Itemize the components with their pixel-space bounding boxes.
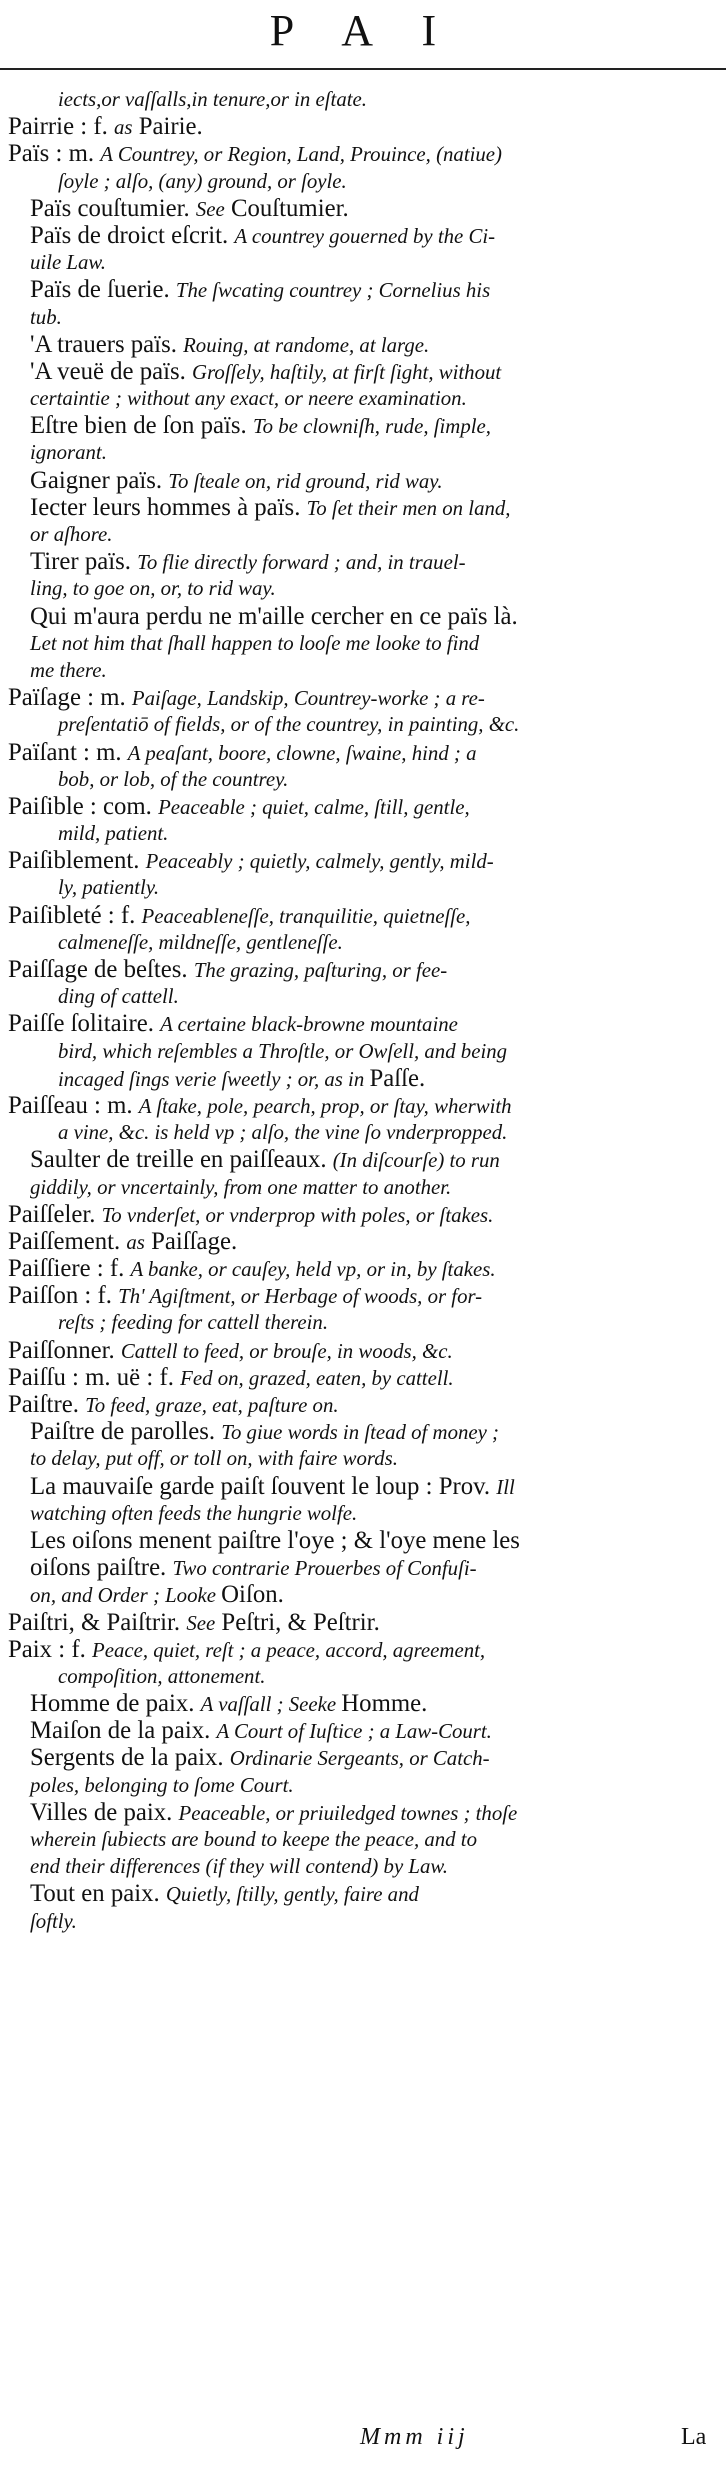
- italic-gloss: a vine, &c. is held vp ; alſo, the vine ſo vnderpropped.: [58, 1120, 508, 1145]
- italic-gloss: certaintie ; without any exact, or neere examination.: [30, 386, 467, 411]
- roman-text: Oiſon.: [221, 1581, 284, 1609]
- italic-gloss: Peaceableneſſe, tranquilitie, quietneſſe,: [141, 903, 471, 928]
- roman-text: Païſage : m.: [8, 684, 132, 712]
- roman-text: Maiſon de la paix.: [30, 1717, 217, 1745]
- italic-gloss: as: [126, 1229, 145, 1254]
- headword-line: [0, 1228, 706, 1255]
- roman-text: Iecter leurs hommes à païs.: [30, 493, 307, 521]
- roman-text: Paiſtri, & Paiſtrir.: [8, 1608, 187, 1636]
- headword-line: [0, 1092, 706, 1119]
- subentry-line: [0, 1826, 706, 1853]
- italic-gloss: Peaceably ; quietly, calmely, gently, mild-: [145, 849, 494, 874]
- italic-gloss: Th' Agiſtment, or Herbage of woods, or for-: [118, 1284, 483, 1309]
- italic-gloss: See: [195, 196, 225, 221]
- roman-text: 'A veuë de païs.: [30, 357, 193, 385]
- subentry-line: [0, 1799, 706, 1826]
- roman-text: Paiſſonner.: [8, 1336, 121, 1364]
- subentry-line: [0, 1174, 706, 1201]
- headword-line: [0, 140, 706, 167]
- continuation-line: [0, 820, 706, 847]
- roman-text: Paiſſe ſolitaire.: [8, 1010, 161, 1038]
- roman-text: Saulter de treille en paiſſeaux.: [30, 1146, 333, 1174]
- roman-text: Pairrie : f.: [8, 113, 115, 141]
- headword-line: [0, 1255, 706, 1282]
- roman-text: Païs de droict eſcrit.: [30, 221, 235, 249]
- roman-text: Villes de paix.: [30, 1798, 179, 1826]
- roman-text: Paiſtre.: [8, 1391, 86, 1418]
- headword-line: [0, 793, 706, 820]
- italic-gloss: watching often feeds the hungrie wolfe.: [30, 1500, 358, 1525]
- italic-gloss: The grazing, paſturing, or fee-: [193, 958, 448, 982]
- headword-line: [0, 1282, 706, 1309]
- italic-gloss: A certaine black-browne mountaine: [160, 1012, 458, 1037]
- italic-gloss: Quietly, ſtilly, gently, faire and: [165, 1882, 419, 1907]
- italic-gloss: poles, belonging to ſome Court.: [30, 1772, 294, 1797]
- subentry-line: [0, 358, 706, 385]
- italic-gloss: bob, or lob, of the countrey.: [58, 766, 289, 791]
- continuation-line: [0, 1309, 706, 1336]
- headword-line: [0, 847, 706, 874]
- italic-gloss: as: [114, 115, 133, 140]
- roman-text: Paiſtre de parolles.: [30, 1418, 222, 1446]
- headword-line: [0, 739, 706, 766]
- roman-text: Paiſſon : f.: [8, 1282, 119, 1310]
- italic-gloss: mild, patient.: [58, 821, 169, 846]
- roman-text: Sergents de la paix.: [30, 1744, 230, 1772]
- roman-text: Paiſſu : m. uë : f.: [8, 1363, 181, 1391]
- italic-gloss: reſts ; feeding for cattell therein.: [58, 1310, 329, 1335]
- running-head: P A I: [269, 6, 457, 55]
- italic-gloss: to delay, put off, or toll on, with faire words.: [30, 1446, 398, 1471]
- roman-text: Paſſe.: [369, 1064, 426, 1092]
- subentry-line: [0, 1772, 706, 1799]
- roman-text: Paiſſement.: [8, 1227, 127, 1255]
- italic-gloss: Peace, quiet, reſt ; a peace, accord, agreement,: [91, 1637, 486, 1662]
- headword-line: [0, 902, 706, 929]
- subentry-line: [0, 630, 706, 657]
- italic-gloss: compoſition, attonement.: [58, 1663, 266, 1688]
- italic-gloss: A Court of Iuſtice ; a Law-Court.: [216, 1719, 492, 1744]
- italic-gloss: A peaſant, boore, clowne, ſwaine, hind ; a: [127, 740, 477, 765]
- roman-text: Paiſſeler.: [8, 1200, 102, 1228]
- italic-gloss: To vnderſet, or vnderprop with poles, or ſtakes.: [101, 1202, 494, 1227]
- subentry-line: [0, 439, 706, 466]
- italic-gloss: Ill: [496, 1474, 515, 1499]
- subentry-line: [0, 521, 706, 548]
- italic-gloss: A countrey gouerned by the Ci-: [234, 223, 496, 248]
- continuation-line: [0, 1038, 706, 1065]
- subentry-line: [0, 1554, 706, 1581]
- signature-mark: Mmm iij: [360, 2424, 469, 2450]
- roman-text: La mauvaiſe garde paiſt ſouvent le loup : Prov.: [30, 1472, 497, 1500]
- roman-text: Peſtri, & Peſtrir.: [215, 1608, 380, 1636]
- roman-text: Paiſſiere : f.: [8, 1255, 131, 1283]
- headword-line: [0, 1337, 706, 1364]
- roman-text: Pairie.: [132, 113, 203, 141]
- roman-text: Paiſſage.: [144, 1227, 238, 1255]
- roman-text: Paiſible : com.: [8, 792, 159, 820]
- italic-gloss: A banke, or cauſey, held vp, or in, by ſtakes.: [130, 1257, 496, 1282]
- headword-line: [0, 1609, 706, 1636]
- italic-gloss: ſoyle ; alſo, (any) ground, or ſoyle.: [58, 168, 347, 193]
- roman-text: Couſtumier.: [224, 194, 349, 222]
- roman-text: 'A trauers païs.: [30, 330, 184, 358]
- italic-gloss: To be clowniſh, rude, ſimple,: [252, 414, 491, 439]
- italic-gloss: ſoftly.: [30, 1908, 77, 1933]
- roman-text: Tout en paix.: [30, 1880, 166, 1908]
- dictionary-entries: [0, 86, 706, 1935]
- subentry-line: [0, 1527, 706, 1554]
- roman-text: Tirer païs.: [30, 548, 138, 576]
- italic-gloss: Peaceable ; quiet, calme, ſtill, gentle,: [158, 794, 470, 819]
- italic-gloss: Let not him that ſhall happen to looſe me looke to find: [30, 630, 480, 655]
- subentry-line: [0, 494, 706, 521]
- italic-gloss: (In diſcourſe) to run: [332, 1148, 500, 1173]
- headword-line: [0, 684, 706, 711]
- subentry-line: [0, 331, 706, 358]
- italic-gloss: Fed on, grazed, eaten, by cattell.: [180, 1365, 454, 1390]
- headword-line: [0, 1391, 706, 1418]
- subentry-line: [0, 548, 706, 575]
- italic-gloss: me there.: [30, 657, 107, 682]
- subentry-line: [0, 657, 706, 684]
- continuation-line: [0, 86, 706, 113]
- subentry-line: [0, 412, 706, 439]
- roman-text: Eſtre bien de ſon païs.: [30, 412, 253, 440]
- continuation-line: [0, 766, 706, 793]
- subentry-line: [0, 467, 706, 494]
- roman-text: Paix : f.: [8, 1635, 92, 1663]
- roman-text: Paiſibleté : f.: [8, 901, 142, 929]
- italic-gloss: Rouing, at randome, at large.: [183, 332, 430, 357]
- italic-gloss: iects,or vaſſalls,in tenure,or in eſtate.: [58, 87, 367, 111]
- italic-gloss: ding of cattell.: [58, 984, 179, 1009]
- subentry-line: [0, 195, 706, 222]
- subentry-line: [0, 1744, 706, 1771]
- subentry-line: [0, 385, 706, 412]
- roman-text: Paiſſage de beſtes.: [8, 956, 194, 983]
- continuation-line: [0, 1119, 706, 1146]
- subentry-line: [0, 1853, 706, 1880]
- subentry-line: [0, 304, 706, 331]
- subentry-line: [0, 1880, 706, 1907]
- headword-line: [0, 956, 706, 983]
- italic-gloss: bird, which reſembles a Throſtle, or Owſell, and being: [58, 1038, 508, 1063]
- header-rule: [0, 68, 726, 70]
- roman-text: oiſons paiſtre.: [30, 1554, 173, 1582]
- subentry-line: [0, 1418, 706, 1445]
- headword-line: [0, 1636, 706, 1663]
- subentry-line: [0, 249, 706, 276]
- italic-gloss: To flie directly forward ; and, in trauel-: [137, 550, 466, 575]
- roman-text: Homme.: [341, 1690, 428, 1718]
- continuation-line: [0, 1065, 706, 1092]
- italic-gloss: incaged ſings verie ſweetly ; or, as in: [58, 1066, 370, 1091]
- roman-text: Homme de paix.: [30, 1690, 201, 1718]
- roman-text: Païs de ſuerie.: [30, 276, 176, 304]
- italic-gloss: To ſteale on, rid ground, rid way.: [168, 468, 443, 493]
- roman-text: Païſant : m.: [8, 738, 128, 766]
- italic-gloss: A Countrey, or Region, Land, Prouince, (natiue): [100, 142, 502, 167]
- continuation-line: [0, 168, 706, 195]
- catchword: La: [681, 2424, 707, 2450]
- subentry-line: [0, 222, 706, 249]
- italic-gloss: A ſtake, pole, pearch, prop, or ſtay, wherwith: [138, 1093, 512, 1118]
- headword-line: [0, 113, 706, 140]
- italic-gloss: ly, patiently.: [58, 875, 160, 900]
- italic-gloss: preſentatiō of fields, or of the countrey, in painting, &c.: [58, 712, 520, 737]
- subentry-line: [0, 1473, 706, 1500]
- italic-gloss: ling, to goe on, or, to rid way.: [30, 576, 276, 601]
- italic-gloss: Two contrarie Prouerbes of Confuſi-: [172, 1556, 477, 1581]
- italic-gloss: ignorant.: [30, 440, 107, 465]
- subentry-line: [0, 1908, 706, 1935]
- subentry-line: [0, 1445, 706, 1472]
- headword-line: [0, 1201, 706, 1228]
- italic-gloss: Peaceable, or priuiledged townes ; thoſe: [178, 1800, 518, 1825]
- italic-gloss: The ſwcating countrey ; Cornelius his: [175, 278, 491, 303]
- italic-gloss: uile Law.: [30, 250, 106, 275]
- italic-gloss: or aſhore.: [30, 522, 113, 546]
- italic-gloss: A vaſſall ; Seeke: [200, 1692, 342, 1717]
- page-footer: [0, 2424, 726, 2460]
- italic-gloss: To giue words in ſtead of money ;: [221, 1420, 500, 1445]
- continuation-line: [0, 874, 706, 901]
- roman-text: Gaigner païs.: [30, 466, 169, 494]
- subentry-line: [0, 1146, 706, 1173]
- roman-text: Paiſiblement.: [8, 847, 146, 875]
- italic-gloss: Ordinarie Sergeants, or Catch-: [229, 1746, 490, 1771]
- roman-text: Les oiſons menent paiſtre l'oye ; & l'oye mene les: [30, 1526, 520, 1554]
- italic-gloss: Cattell to feed, or brouſe, in woods, &c.: [120, 1338, 453, 1363]
- headword-line: [0, 1364, 706, 1391]
- italic-gloss: See: [186, 1610, 216, 1635]
- italic-gloss: calmeneſſe, mildneſſe, gentleneſſe.: [58, 929, 343, 954]
- italic-gloss: wherein ſubiects are bound to keepe the peace, and to: [30, 1827, 477, 1851]
- italic-gloss: giddily, or vncertainly, from one matter to another.: [30, 1174, 452, 1199]
- continuation-line: [0, 711, 706, 738]
- roman-text: Païs couſtumier.: [30, 194, 196, 222]
- subentry-line: [0, 1690, 706, 1717]
- italic-gloss: on, and Order ; Looke: [30, 1583, 222, 1608]
- roman-text: Qui m'aura perdu ne m'aille cercher en ce païs là.: [30, 602, 518, 630]
- italic-gloss: Paiſage, Landskip, Countrey-worke ; a re-: [131, 686, 485, 711]
- roman-text: Païs : m.: [8, 140, 101, 168]
- subentry-line: [0, 603, 706, 630]
- subentry-line: [0, 1581, 706, 1608]
- subentry-line: [0, 1717, 706, 1744]
- italic-gloss: Groſſely, haſtily, at firſt ſight, without: [192, 359, 502, 384]
- italic-gloss: To ſet their men on land,: [306, 495, 511, 520]
- subentry-line: [0, 1500, 706, 1527]
- italic-gloss: end their differences (if they will contend) by Law.: [30, 1854, 448, 1879]
- continuation-line: [0, 1663, 706, 1690]
- continuation-line: [0, 929, 706, 956]
- headword-line: [0, 1010, 706, 1037]
- subentry-line: [0, 276, 706, 303]
- italic-gloss: To feed, graze, eat, paſture on.: [85, 1393, 339, 1417]
- continuation-line: [0, 983, 706, 1010]
- subentry-line: [0, 575, 706, 602]
- italic-gloss: tub.: [30, 304, 62, 329]
- roman-text: Paiſſeau : m.: [8, 1091, 139, 1119]
